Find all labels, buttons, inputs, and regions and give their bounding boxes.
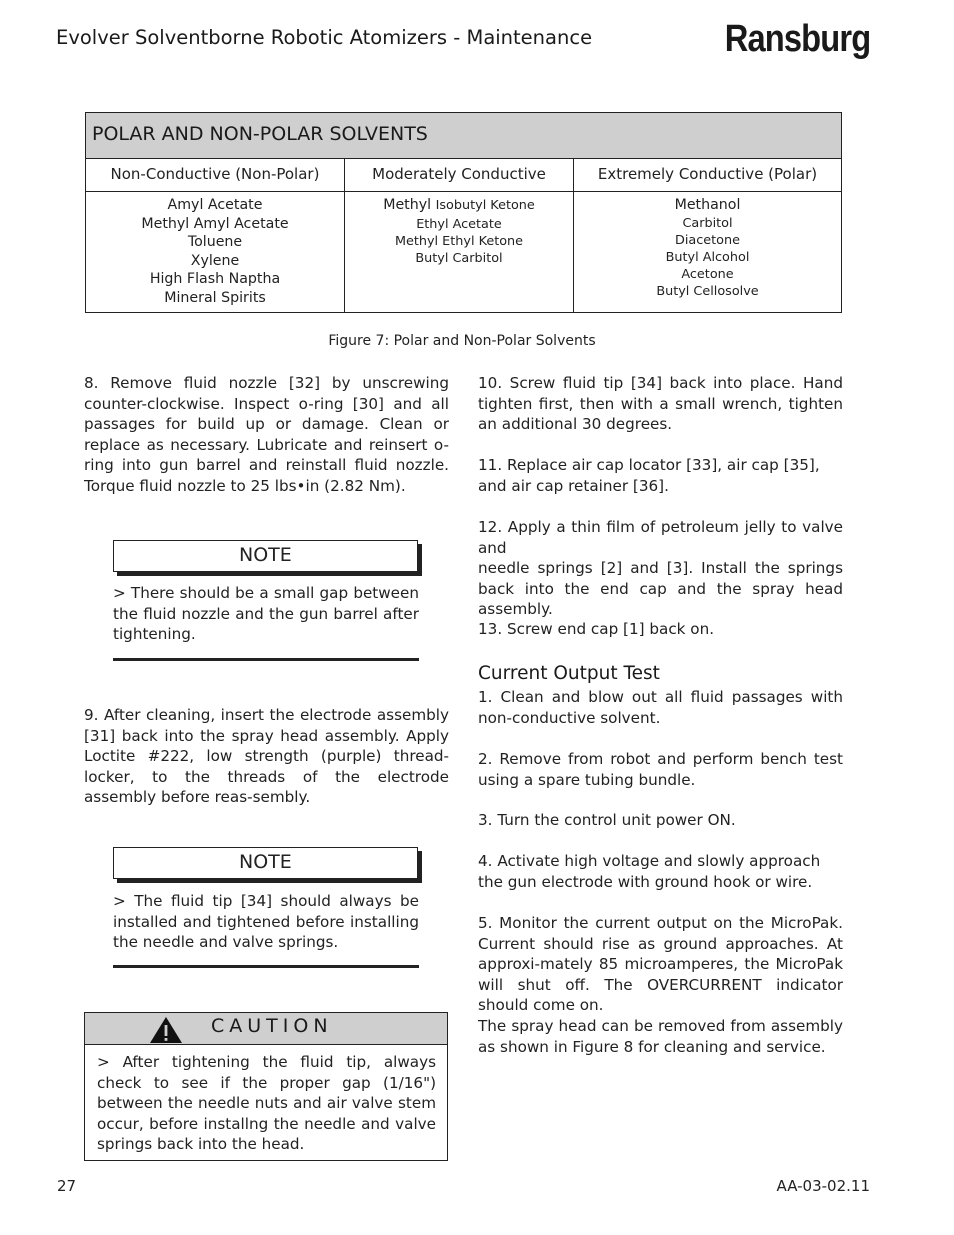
step-13-text: 13. Screw end cap [1] back on. <box>478 620 715 638</box>
solvent-item: Carbitol <box>682 215 733 231</box>
column-extremely-conductive <box>574 192 841 313</box>
solvent-item-part: Isobutyl Ketone <box>435 198 535 213</box>
solvent-item: Methyl Amyl Acetate <box>141 215 289 232</box>
figure-caption: Figure 7: Polar and Non-Polar Solvents <box>328 333 596 349</box>
note-divider <box>113 965 419 968</box>
test-step-5-text: 5. Monitor the current output on the MicroPak. Current should rise as ground approaches. At approxi-mately 85 microamperes, the MicroPak will shut off. The OVERCURRENT indicator should come on. <box>478 914 843 1015</box>
ransburg-logo: Ransburg <box>724 18 870 60</box>
caution-box <box>84 1012 448 1161</box>
solvent-item <box>345 196 573 216</box>
step-12-text-b: needle springs [2] and [3]. Install the springs back into the end cap and the spray head assembly. <box>478 559 843 619</box>
test-step-1-text: 1. Clean and blow out all fluid passages with non-conductive solvent. <box>478 688 843 727</box>
solvent-item: Toluene <box>187 234 243 251</box>
step-12-text-a: 12. Apply a thin film of petroleum jelly to valve and <box>478 518 843 557</box>
step-9-text: 9. After cleaning, insert the electrode assembly [31] back into the spray head assembly. Apply Loctite #222, low strength (purple) thread-locker, to the threads of the electrode assembly before reas-sembly. <box>84 706 449 807</box>
table-body-row <box>86 192 841 313</box>
solvent-item: High Flash Naptha <box>149 271 281 288</box>
solvent-item: Methanol <box>674 197 741 213</box>
solvents-table <box>85 112 842 313</box>
column-header-extremely-conductive: Extremely Conductive (Polar) <box>597 165 818 183</box>
test-step-3-text: 3. Turn the control unit power ON. <box>478 811 736 829</box>
step-10-text: 10. Screw fluid tip [34] back into place. Hand tighten first, then with a small wrench, tighten an additional 30 degrees. <box>478 374 843 434</box>
caution-text: > After tightening the fluid tip, always check to see if the proper gap (1/16") between the needle nuts and air valve stem occur, before installng the needle and valve springs back into the head. <box>97 1053 436 1154</box>
solvent-item: Amyl Acetate <box>167 197 263 213</box>
section-title-current-output-test: Current Output Test <box>478 663 660 684</box>
solvent-item-part: Methyl <box>383 197 432 213</box>
closing-text: The spray head can be removed from assembly as shown in Figure 8 for cleaning and service. <box>478 1017 843 1056</box>
step-8-text: 8. Remove fluid nozzle [32] by unscrewing counter-clockwise. Inspect o-ring [30] and all passages for build up or damage. Clean or replace as necessary. Lubricate and reinsert o- ring into gun barrel and reinstall fluid nozzle. Torque fluid nozzle to 25 lbs•in (2.82 Nm). <box>84 374 449 495</box>
note-divider <box>113 658 419 661</box>
caution-header <box>85 1013 447 1045</box>
solvent-item: Ethyl Acetate <box>416 216 502 232</box>
step-11-text: 11. Replace air cap locator [33], air cap [35], and air cap retainer [36]. <box>478 456 820 495</box>
column-moderately-conductive <box>345 192 574 313</box>
table-title: POLAR AND NON-POLAR SOLVENTS <box>86 113 841 159</box>
column-header-non-conductive: Non-Conductive (Non-Polar) <box>86 159 345 191</box>
note-title: NOTE <box>113 847 418 879</box>
column-non-conductive <box>86 192 345 313</box>
page-header-title: Evolver Solventborne Robotic Atomizers - Maintenance <box>56 26 593 49</box>
solvent-item: Xylene <box>190 252 240 269</box>
note-text: > The fluid tip [34] should always be installed and tightened before installing the needle and valve springs. <box>113 892 419 952</box>
document-code: AA-03-02.11 <box>776 1177 870 1195</box>
solvent-item: Methyl Ethyl Ketone <box>394 233 524 249</box>
warning-triangle-icon <box>149 1016 183 1044</box>
solvent-item: Mineral Spirits <box>164 289 266 306</box>
solvent-item: Acetone <box>681 266 734 282</box>
note-title: NOTE <box>113 540 418 572</box>
solvent-item: Butyl Alcohol <box>665 249 750 265</box>
table-header-row <box>86 159 841 192</box>
solvent-item: Butyl Carbitol <box>415 250 503 266</box>
note-text: > There should be a small gap between the fluid nozzle and the gun barrel after tightening. <box>113 584 419 644</box>
page-number: 27 <box>57 1177 77 1195</box>
caution-title: CAUTION <box>211 1015 333 1037</box>
solvent-item: Butyl Cellosolve <box>656 283 759 299</box>
column-header-moderately-conductive: Moderately Conductive <box>345 159 574 191</box>
test-step-4-text: 4. Activate high voltage and slowly approach the gun electrode with ground hook or wire. <box>478 852 821 891</box>
solvent-item: Diacetone <box>675 232 740 248</box>
test-step-2-text: 2. Remove from robot and perform bench test using a spare tubing bundle. <box>478 750 843 789</box>
